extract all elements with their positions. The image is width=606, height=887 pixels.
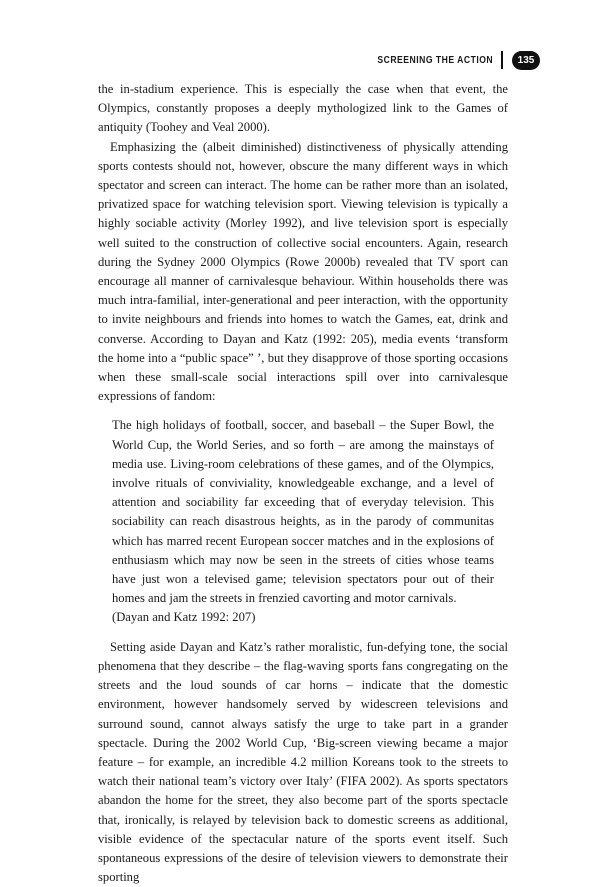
block-quote-citation: (Dayan and Katz 1992: 207)	[112, 610, 256, 625]
block-quote-text: The high holidays of football, soccer, and baseball – the Super Bowl, the World Cup, the World Series, and so forth – are among the mainstays of media use. Living-room celebrations of these games, and of the Olympics, involve rituals of conviviality, knowledgeable exchange, and a level of attention and sociability far exceeding that of everyday television. This sociability can reach disastrous heights, as in the parody of communitas which has marred recent European soccer matches and in the explosions of enthusiasm which may now be seen in the streets of cities whose teams have just won a televised game; television spectators pour out of their homes and jam the streets in frenzied cavorting and motor carnivals.	[112, 418, 494, 606]
header-divider	[501, 51, 503, 69]
paragraph-sociability: Emphasizing the (albeit diminished) distinctiveness of physically attending sports contests should not, however, obscure the many different ways in which spectator and screen can interact. The home can be rather more than an isolated, privatized space for watching television sport. Viewing television is typically a highly sociable activity (Morley 1992), and live television sport is especially well suited to the construction of collective social encounters. Again, research during the Sydney 2000 Olympics (Rowe 2000b) revealed that TV sport can encourage all manner of carnivalesque behaviour. Within households there was much intra-familial, inter-generational and peer interaction, with the opportunity to invite neighbours and friends into homes to watch the Games, eat, drink and converse. According to Dayan and Katz (1992: 205), media events ‘transform the home into a “public space” ’, but they disapprove of those sporting occasions when these small-scale social interactions spill over into carnivalesque expressions of fandom:	[98, 139, 508, 404]
paragraph-street-spectacle: Setting aside Dayan and Katz’s rather moralistic, fun-defying tone, the social phenomena that they describe – the flag-waving sports fans congregating on the streets and the loud sounds of car horns – indicate that the domestic environment, however handsomely served by widescreen televisions and surround sound, cannot always satisfy the urge to take part in a grander spectacle. During the 2002 World Cup, ‘Big-screen viewing became a major feature – for example, an incredible 4.2 million Koreans took to the streets to watch their national team’s victory over Italy’ (FIFA 2002). As sports spectators abandon the home for the street, they also become part of the sports spectacle that, ironically, is relayed by television back to domestic screens as additional, visible evidence of the spectacular nature of the sports event itself. Such spontaneous expressions of the desire of television viewers to demonstrate their sporting	[98, 639, 508, 885]
body-text	[98, 80, 508, 887]
block-quote	[112, 416, 494, 627]
paragraph-continuation: the in-stadium experience. This is especially the case when that event, the Olympics, constantly proposes a deeply mythologized link to the Games of antiquity (Toohey and Veal 2000).	[98, 82, 508, 135]
running-header	[352, 49, 540, 71]
running-title: SCREENING THE ACTION	[377, 54, 493, 66]
page-number-badge: 135	[512, 51, 540, 70]
